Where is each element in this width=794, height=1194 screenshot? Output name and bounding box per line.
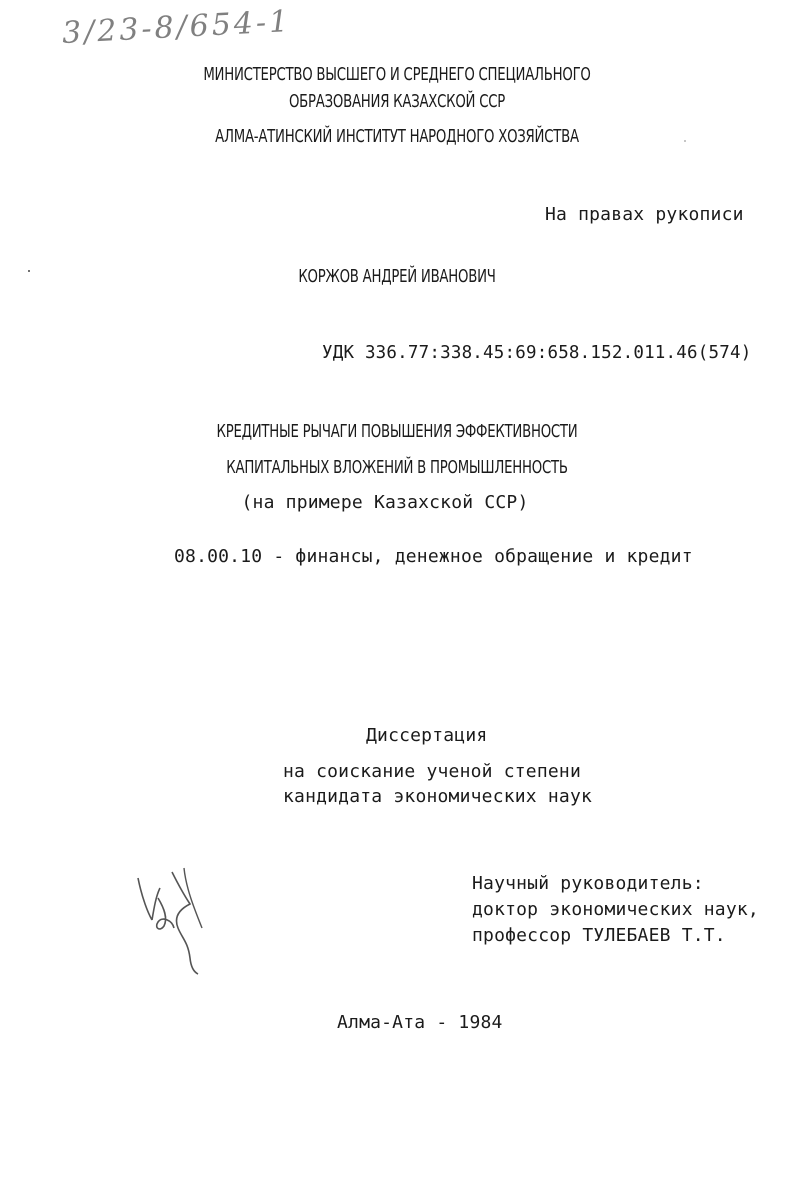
degree-line-2: кандидата экономических наук xyxy=(283,786,593,807)
ministry-line-2: ОБРАЗОВАНИЯ КАЗАХСКОЙ ССР xyxy=(288,91,506,112)
place-and-year: Алма-Ата - 1984 xyxy=(337,1012,503,1033)
scan-speck xyxy=(28,270,30,272)
supervisor-label: Научный руководитель: xyxy=(472,873,704,894)
supervisor-name: профессор ТУЛЕБАЕВ Т.Т. xyxy=(472,925,726,946)
dissertation-title-line-2: КАПИТАЛЬНЫХ ВЛОЖЕНИЙ В ПРОМЫШЛЕННОСТЬ xyxy=(226,457,568,478)
dissertation-title-line-1: КРЕДИТНЫЕ РЫЧАГИ ПОВЫШЕНИЯ ЭФФЕКТИВНОСТИ xyxy=(216,421,578,442)
dissertation-label: Диссертация xyxy=(366,725,488,746)
degree-line-1: на соискание ученой степени xyxy=(283,761,581,782)
manuscript-rights-note: На правах рукописи xyxy=(545,204,744,225)
archive-handwritten-mark: 3/23-8/654-1 xyxy=(61,4,292,51)
specialty-code: 08.00.10 - финансы, денежное обращение и кредит xyxy=(174,546,693,567)
scan-speck xyxy=(684,140,686,142)
author-name: КОРЖОВ АНДРЕЙ ИВАНОВИЧ xyxy=(298,266,496,287)
ministry-line-1: МИНИСТЕРСТВО ВЫСШЕГО И СРЕДНЕГО СПЕЦИАЛЬНОГО xyxy=(203,64,591,85)
handwritten-signature xyxy=(128,858,218,978)
udc-code: УДК 336.77:338.45:69:658.152.011.46(574) xyxy=(322,343,752,363)
dissertation-title-subtitle: (на примере Казахской ССР) xyxy=(241,492,529,513)
supervisor-degree: доктор экономических наук, xyxy=(472,899,759,920)
institute-name: АЛМА-АТИНСКИЙ ИНСТИТУТ НАРОДНОГО ХОЗЯЙСТВА xyxy=(215,126,579,147)
